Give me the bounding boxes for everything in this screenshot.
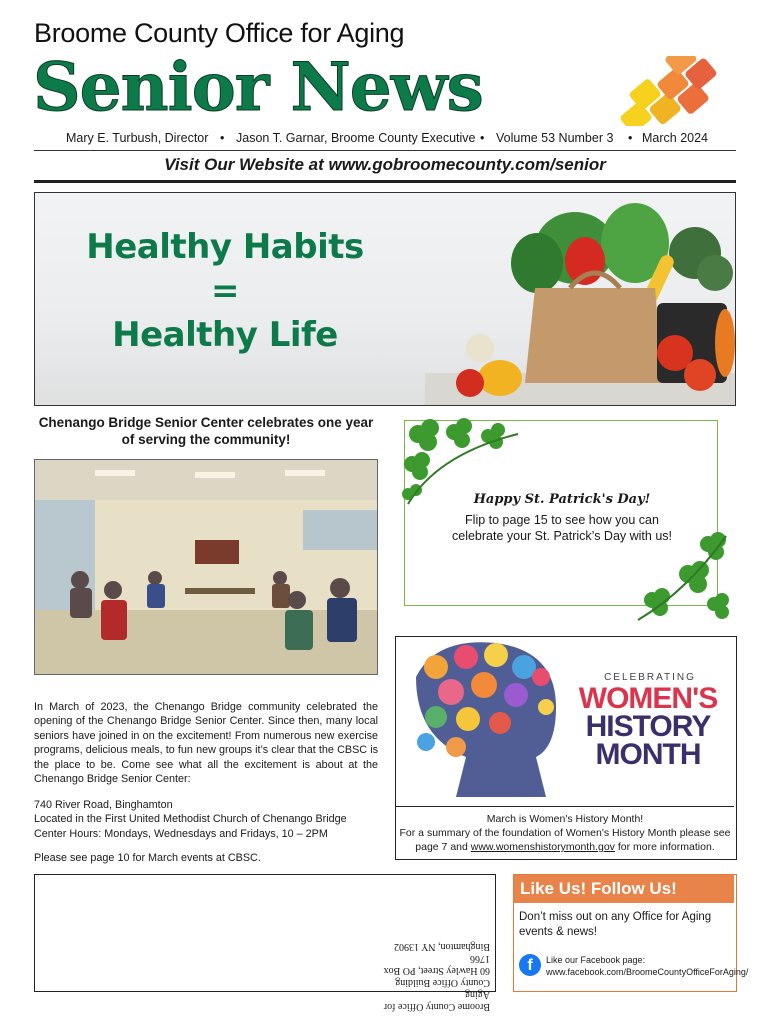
- facebook-icon[interactable]: f: [519, 954, 541, 976]
- cbsc-paragraph: In March of 2023, the Chenango Bridge community celebrated the opening of the Chenango Bridge Senior Center. Since then, many local seniors have joined in on the excitement! From numerous new exercise programs, delicious meals, to fun new groups it’s clear that the CBSC is the place to be. Come see what all the excitement is about at the Chenango Bridge Senior Center:: [34, 701, 378, 786]
- separator-dot: •: [220, 131, 225, 145]
- whm-caption-text: For a summary of the foundation of Women's History Month please see page 7 and: [399, 827, 731, 853]
- volume-number: Volume 53 Number 3: [496, 131, 614, 145]
- newsletter-title: Senior News: [33, 48, 483, 126]
- masthead-meta: [34, 128, 736, 151]
- cbsc-details: [34, 798, 378, 841]
- whm-caption-body: [398, 826, 732, 854]
- hero-line-2: =: [211, 271, 239, 311]
- return-address-line-4: Binghamton, NY 13902: [393, 941, 490, 952]
- separator-dot: •: [480, 131, 485, 145]
- facebook-heading: Like Us! Follow Us!: [514, 875, 734, 903]
- website-banner[interactable]: Visit Our Website at www.gobroomecounty.com/senior: [34, 152, 736, 183]
- cbsc-location: Located in the First United Methodist Church of Chenango Bridge: [34, 813, 347, 826]
- facebook-url-link[interactable]: www.facebook.com/BroomeCountyOfficeForAging/: [546, 967, 749, 977]
- whm-caption: [398, 812, 732, 854]
- return-address: [362, 940, 490, 1012]
- whm-caption-end: for more information.: [617, 841, 715, 853]
- hero-line-3: Healthy Life: [112, 315, 338, 355]
- whm-link[interactable]: www.womenshistorymonth.gov: [470, 841, 615, 853]
- facebook-page: [546, 954, 749, 978]
- shamrock-decoration-icon: [628, 530, 732, 626]
- whm-celebrating: CELEBRATING: [604, 672, 696, 683]
- facebook-page-label: Like our Facebook page:: [546, 955, 646, 965]
- hero-headline: [75, 221, 375, 371]
- grocery-bag-image: [425, 193, 735, 405]
- divider: [396, 806, 734, 807]
- return-address-line-1: Broome County Office for Aging: [383, 989, 490, 1012]
- whm-title-line-1: WOMEN'S: [578, 682, 718, 715]
- stpatricks-body: Flip to page 15 to see how you can celebrate your St. Patrick’s Day with us!: [452, 513, 672, 543]
- logo-icon: [604, 56, 738, 126]
- hero-banner: [34, 192, 736, 406]
- director: Mary E. Turbush, Director: [66, 131, 209, 145]
- whm-caption-line-1: March is Women's History Month!: [486, 813, 644, 825]
- cbsc-events-note: Please see page 10 for March events at CBSC.: [34, 852, 261, 864]
- whm-title-line-3: MONTH: [595, 738, 701, 771]
- county-executive: Jason T. Garnar, Broome County Executive: [236, 131, 476, 145]
- return-address-line-3: 60 Hawley Street, PO Box 1766: [383, 953, 490, 976]
- cbsc-address: 740 River Road, Binghamton: [34, 799, 173, 811]
- stpatricks-greeting: Happy St. Patrick's Day!: [473, 492, 651, 507]
- hero-line-1: Healthy Habits: [86, 227, 364, 267]
- office-name: Broome County Office for Aging: [34, 18, 405, 48]
- cbsc-hours: Center Hours: Mondays, Wednesdays and Fridays, 10 – 2PM: [34, 827, 328, 840]
- separator-dot: •: [628, 131, 633, 145]
- issue-date: March 2024: [642, 131, 709, 145]
- facebook-text: Don’t miss out on any Office for Aging events & news!: [519, 911, 712, 938]
- cbsc-headline: Chenango Bridge Senior Center celebrates one year of serving the community!: [38, 415, 374, 447]
- whm-title-line-2: HISTORY: [585, 710, 711, 743]
- return-address-line-2: County Office Building: [395, 977, 490, 988]
- senior-center-photo: [34, 459, 378, 675]
